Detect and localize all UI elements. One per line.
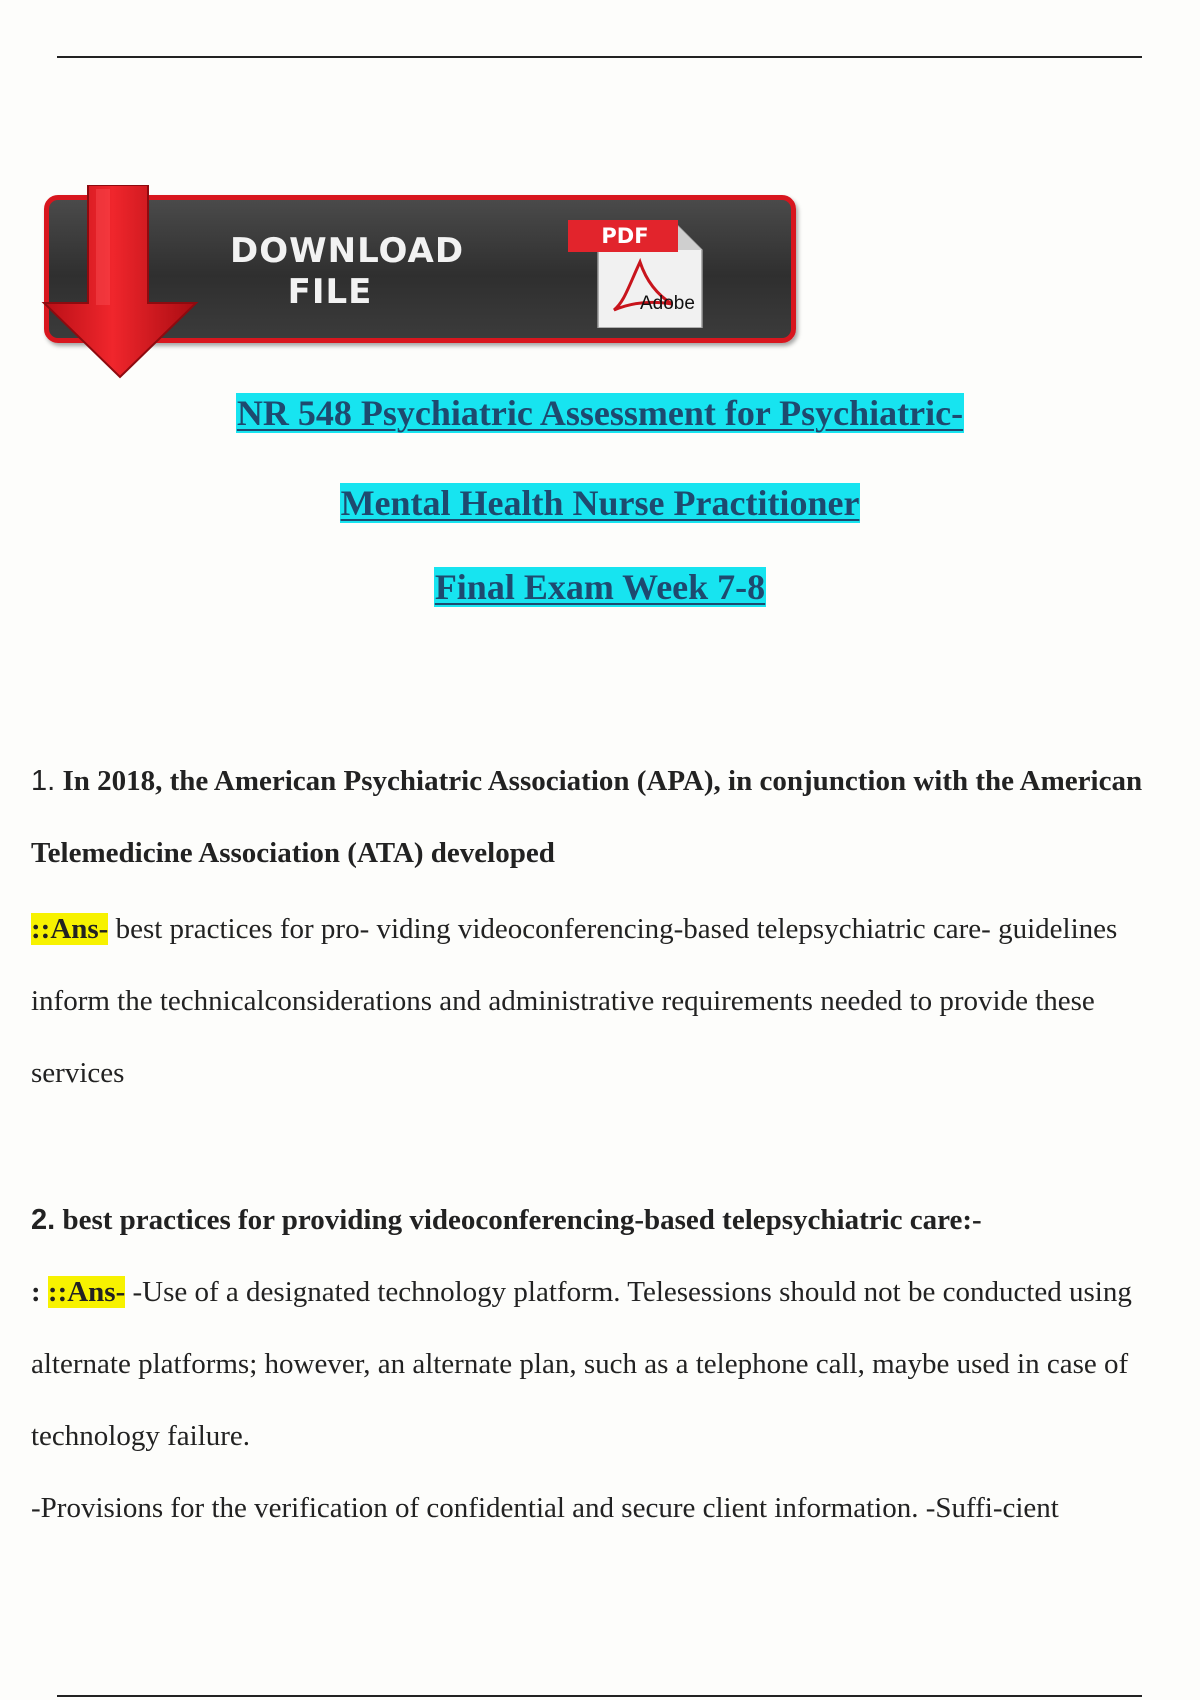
document-title-line-3: Final Exam Week 7-8 [434, 567, 766, 607]
document-title-line-2: Mental Health Nurse Practitioner [340, 483, 860, 523]
answer-2-continued [31, 1472, 1191, 1544]
answer-tag: ::Ans- [31, 913, 109, 945]
answer-text: best practices for pro- viding videoconferencing-based telepsychiatric care- guidelines inform the technicalconsiderations and administrative requirements needed to provide these services [31, 913, 1118, 1089]
answer-1 [31, 893, 1191, 1109]
download-file-label [230, 231, 465, 313]
bottom-rule [57, 1695, 1142, 1697]
download-line-1: DOWNLOAD [230, 231, 465, 271]
answer-text-continued: -Provisions for the verification of confidential and secure client information. -Suffi-cient [31, 1492, 1059, 1524]
download-line-2: FILE [287, 272, 373, 312]
download-file-banner[interactable] [40, 185, 800, 385]
document-title-line-1: NR 548 Psychiatric Assessment for Psychiatric- [236, 393, 964, 433]
question-text: best practices for providing videoconferencing-based telepsychiatric care:- [62, 1204, 982, 1236]
question-number: 2. [31, 1204, 56, 1236]
adobe-label: Adobe [640, 293, 695, 314]
question-text: In 2018, the American Psychiatric Association (APA), in conjunction with the American Telemedicine Association (ATA) developed [31, 765, 1143, 869]
answer-text: -Use of a designated technology platform. Telesessions should not be conducted using alternate platforms; however, an alternate plan, such as a telephone call, maybe used in case of technology failure. [31, 1276, 1132, 1452]
question-number: 1. [31, 765, 56, 797]
top-rule [57, 56, 1142, 58]
answer-2 [31, 1256, 1191, 1472]
pdf-label: PDF [601, 224, 649, 248]
download-arrow-icon [40, 185, 220, 385]
answer-tag: ::Ans- [47, 1276, 126, 1308]
question-1 [31, 745, 1191, 889]
question-2 [31, 1184, 1191, 1256]
answer-prefix: : [31, 1276, 41, 1308]
